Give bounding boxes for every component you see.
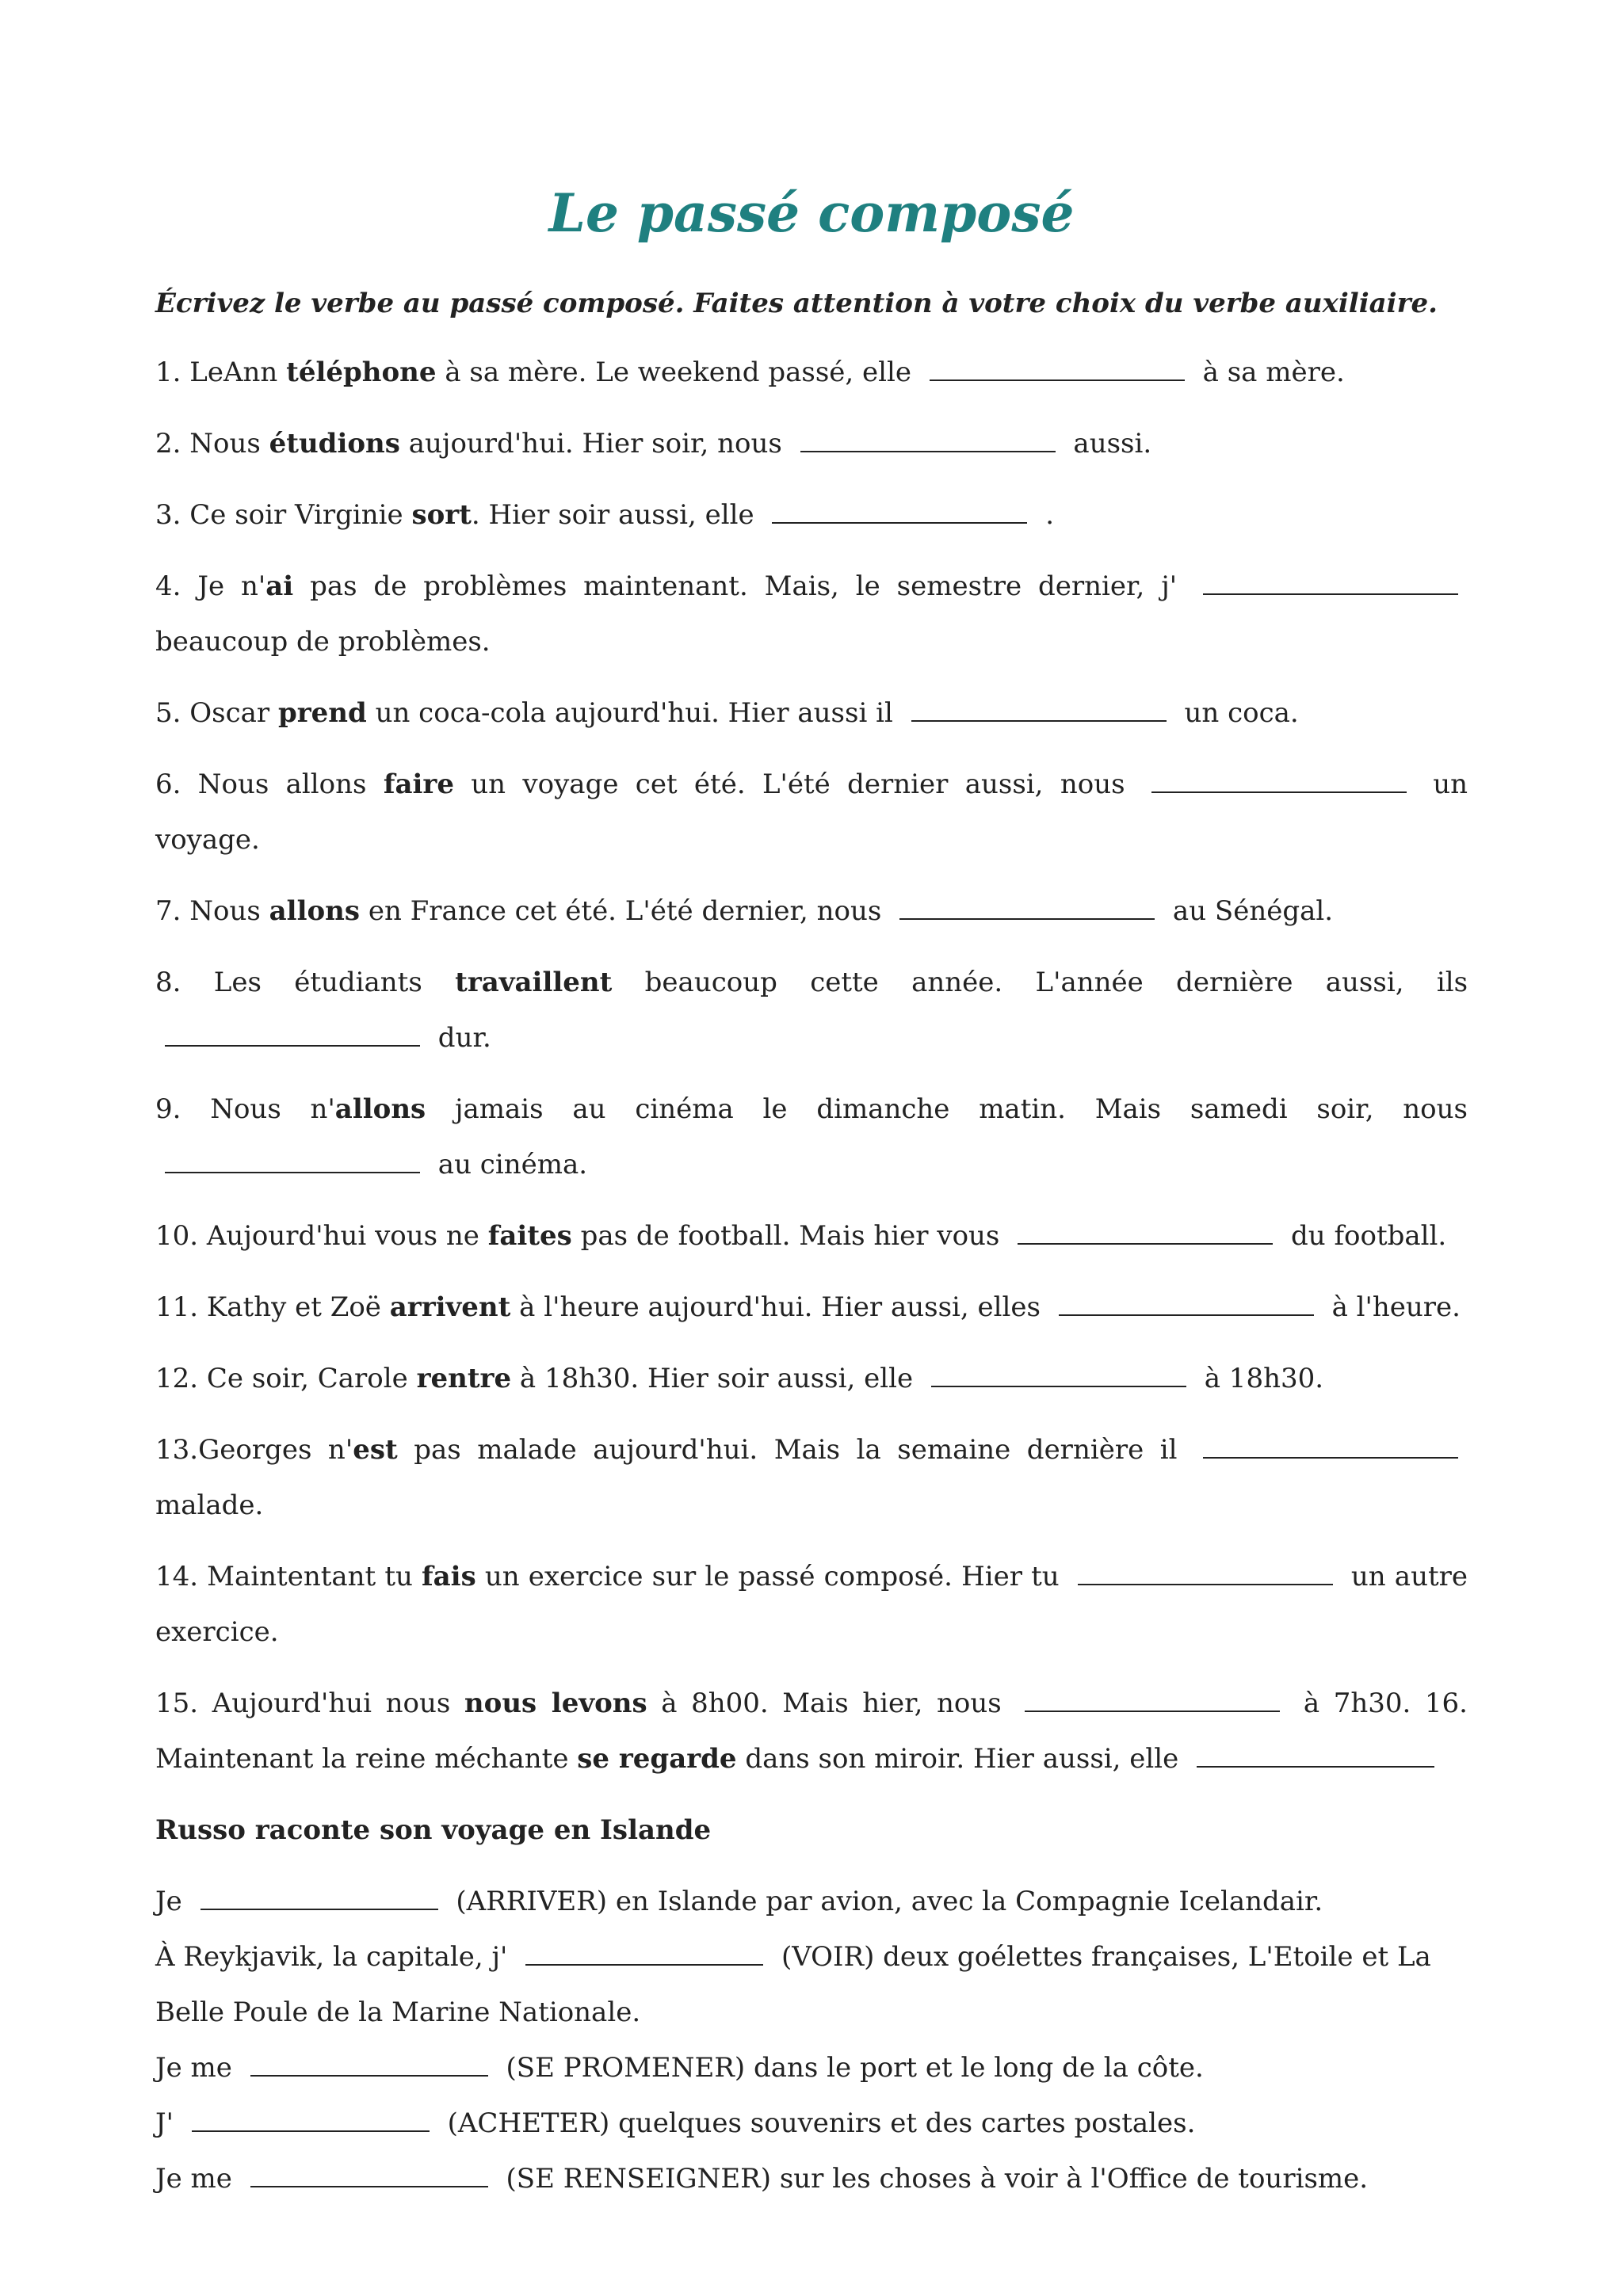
answer-blank[interactable] (200, 1882, 438, 1910)
story-text: Je (155, 1886, 191, 1918)
question-text: 9. Nous n' (155, 1093, 335, 1126)
question-text: malade. (155, 1489, 264, 1522)
question-verb: sort (411, 499, 472, 532)
question-text: un voyage. (155, 769, 1468, 856)
question-text: 3. Ce soir Virginie (155, 499, 412, 532)
question-text: 13.Georges n' (155, 1434, 353, 1466)
question-text: pas malade aujourd'hui. Mais la semaine dernière il (397, 1434, 1194, 1466)
question-text: un coca. (1175, 697, 1299, 730)
question-verb: téléphone (286, 357, 437, 389)
question-item (155, 685, 1468, 741)
question-text: 1. LeAnn (155, 357, 287, 389)
question-text: 8. Les étudiants (155, 967, 456, 999)
answer-blank[interactable] (911, 693, 1167, 722)
page-title: Le passé composé (548, 182, 1075, 244)
answer-blank[interactable] (192, 2103, 430, 2132)
question-verb: se regarde (577, 1743, 737, 1775)
question-text: dur. (430, 1022, 491, 1055)
question-text: à 8h00. Mais hier, nous (647, 1688, 1016, 1720)
question-text: au cinéma. (430, 1149, 588, 1181)
story-lines (155, 1874, 1468, 2206)
question-verb: est (353, 1434, 398, 1466)
question-text: un exercice sur le passé composé. Hier tu (475, 1561, 1068, 1593)
question-text: à l'heure. (1323, 1291, 1461, 1324)
question-item (155, 416, 1468, 471)
question-text: 6. Nous allons (155, 769, 384, 801)
question-text: à 7h30. 16. Maintenant la reine méchante (155, 1688, 1468, 1775)
answer-blank[interactable] (165, 1018, 420, 1047)
story-line (155, 2151, 1468, 2206)
question-verb: nous levons (464, 1688, 647, 1720)
question-item (155, 757, 1468, 868)
answer-blank[interactable] (1203, 1430, 1458, 1459)
story-text: Je me (155, 2052, 241, 2084)
question-text: à sa mère. (1193, 357, 1345, 389)
answer-blank[interactable] (525, 1937, 763, 1966)
story-line (155, 1874, 1468, 1929)
answer-blank[interactable] (800, 424, 1056, 452)
question-item (155, 955, 1468, 1066)
answer-blank[interactable] (931, 1359, 1186, 1387)
question-text: . Hier soir aussi, elle (471, 499, 763, 532)
question-text: dans son miroir. Hier aussi, elle (736, 1743, 1188, 1775)
story-text: (ACHETER) quelques souvenirs et des cartes postales. (438, 2107, 1196, 2140)
question-text: pas de football. Mais hier vous (571, 1220, 1009, 1253)
story-text: (SE RENSEIGNER) sur les choses à voir à l'Office de tourisme. (497, 2163, 1369, 2195)
question-verb: ai (265, 570, 294, 603)
question-item (155, 1422, 1468, 1533)
question-text: aujourd'hui. Hier soir, nous (399, 428, 791, 460)
question-verb: étudions (269, 428, 400, 460)
question-list (155, 345, 1468, 1660)
answer-blank[interactable] (1059, 1287, 1314, 1316)
story-heading: Russo raconte son voyage en Islande (155, 1814, 712, 1847)
story-text: À Reykjavik, la capitale, j' (155, 1941, 517, 1974)
question-text: à l'heure aujourd'hui. Hier aussi, elles (510, 1291, 1049, 1324)
question-text: au Sénégal. (1164, 895, 1334, 928)
question-text: 11. Kathy et Zoë (155, 1291, 390, 1324)
question-text: un coca-cola aujourd'hui. Hier aussi il (366, 697, 902, 730)
question-verb: allons (334, 1093, 426, 1126)
question-text: jamais au cinéma le dimanche matin. Mais samedi soir, nous (426, 1093, 1468, 1126)
question-text: 14. Maintentant tu (155, 1561, 422, 1593)
answer-blank[interactable] (1078, 1557, 1333, 1585)
question-text: en France cet été. L'été dernier, nous (360, 895, 891, 928)
story-line (155, 2040, 1468, 2096)
answer-blank[interactable] (1025, 1684, 1280, 1712)
answer-blank[interactable] (1018, 1216, 1273, 1245)
story-line (155, 2096, 1468, 2151)
story-text: (SE PROMENER) dans le port et le long de la côte. (497, 2052, 1204, 2084)
question-verb: fais (422, 1561, 476, 1593)
question-item (155, 487, 1468, 543)
question-item (155, 1208, 1468, 1264)
question-verb: allons (269, 895, 361, 928)
answer-blank[interactable] (930, 353, 1185, 381)
story-text: (VOIR) deux goélettes françaises, L'Etoile et La Belle Poule de la Marine Nationale. (155, 1941, 1431, 2029)
answer-blank[interactable] (1197, 1739, 1434, 1768)
question-verb: faites (487, 1220, 572, 1253)
question-text: un autre exercice. (155, 1561, 1468, 1649)
question-verb: faire (383, 769, 454, 801)
question-text: 5. Oscar (155, 697, 278, 730)
question-item (155, 883, 1468, 939)
question-item (155, 1351, 1468, 1406)
question-text: beaucoup cette année. L'année dernière aussi, ils (612, 967, 1468, 999)
question-text: 7. Nous (155, 895, 269, 928)
question-verb: prend (277, 697, 367, 730)
question-text: du football. (1282, 1220, 1447, 1253)
question-item (155, 1280, 1468, 1335)
question-text: à 18h30. (1195, 1363, 1324, 1395)
question-text: 2. Nous (155, 428, 269, 460)
question-text: à 18h30. Hier soir aussi, elle (511, 1363, 922, 1395)
question-verb: travaillent (455, 967, 613, 999)
story-text: Je me (155, 2163, 241, 2195)
question-text: . (1037, 499, 1055, 532)
question-text: 15. Aujourd'hui nous (155, 1688, 464, 1720)
answer-blank[interactable] (250, 2048, 488, 2077)
question-verb: arrivent (389, 1291, 511, 1324)
question-item (155, 345, 1468, 400)
question-text: 10. Aujourd'hui vous ne (155, 1220, 488, 1253)
answer-blank[interactable] (899, 891, 1155, 920)
answer-blank[interactable] (1151, 765, 1407, 793)
story-text: (ARRIVER) en Islande par avion, avec la Compagnie Icelandair. (447, 1886, 1323, 1918)
question-verb: rentre (416, 1363, 512, 1395)
answer-blank[interactable] (165, 1145, 420, 1173)
story-text: J' (155, 2107, 182, 2140)
question-text: beaucoup de problèmes. (155, 626, 491, 658)
question-item (155, 1081, 1468, 1192)
story-line (155, 1929, 1468, 2040)
question-text: un voyage cet été. L'été dernier aussi, nous (453, 769, 1142, 801)
instruction-text: Écrivez le verbe au passé composé. Faites attention à votre choix du verbe auxiliaire. (155, 288, 1438, 320)
answer-blank[interactable] (772, 495, 1027, 524)
answer-blank[interactable] (1203, 566, 1458, 595)
question-item (155, 1549, 1468, 1660)
question-item (155, 559, 1468, 669)
question-15 (155, 1676, 1468, 1787)
answer-blank[interactable] (250, 2159, 488, 2187)
question-text: aussi. (1064, 428, 1152, 460)
question-text: pas de problèmes maintenant. Mais, le semestre dernier, j' (293, 570, 1193, 603)
question-text: 4. Je n' (155, 570, 266, 603)
question-text: à sa mère. Le weekend passé, elle (436, 357, 920, 389)
question-text: 12. Ce soir, Carole (155, 1363, 417, 1395)
